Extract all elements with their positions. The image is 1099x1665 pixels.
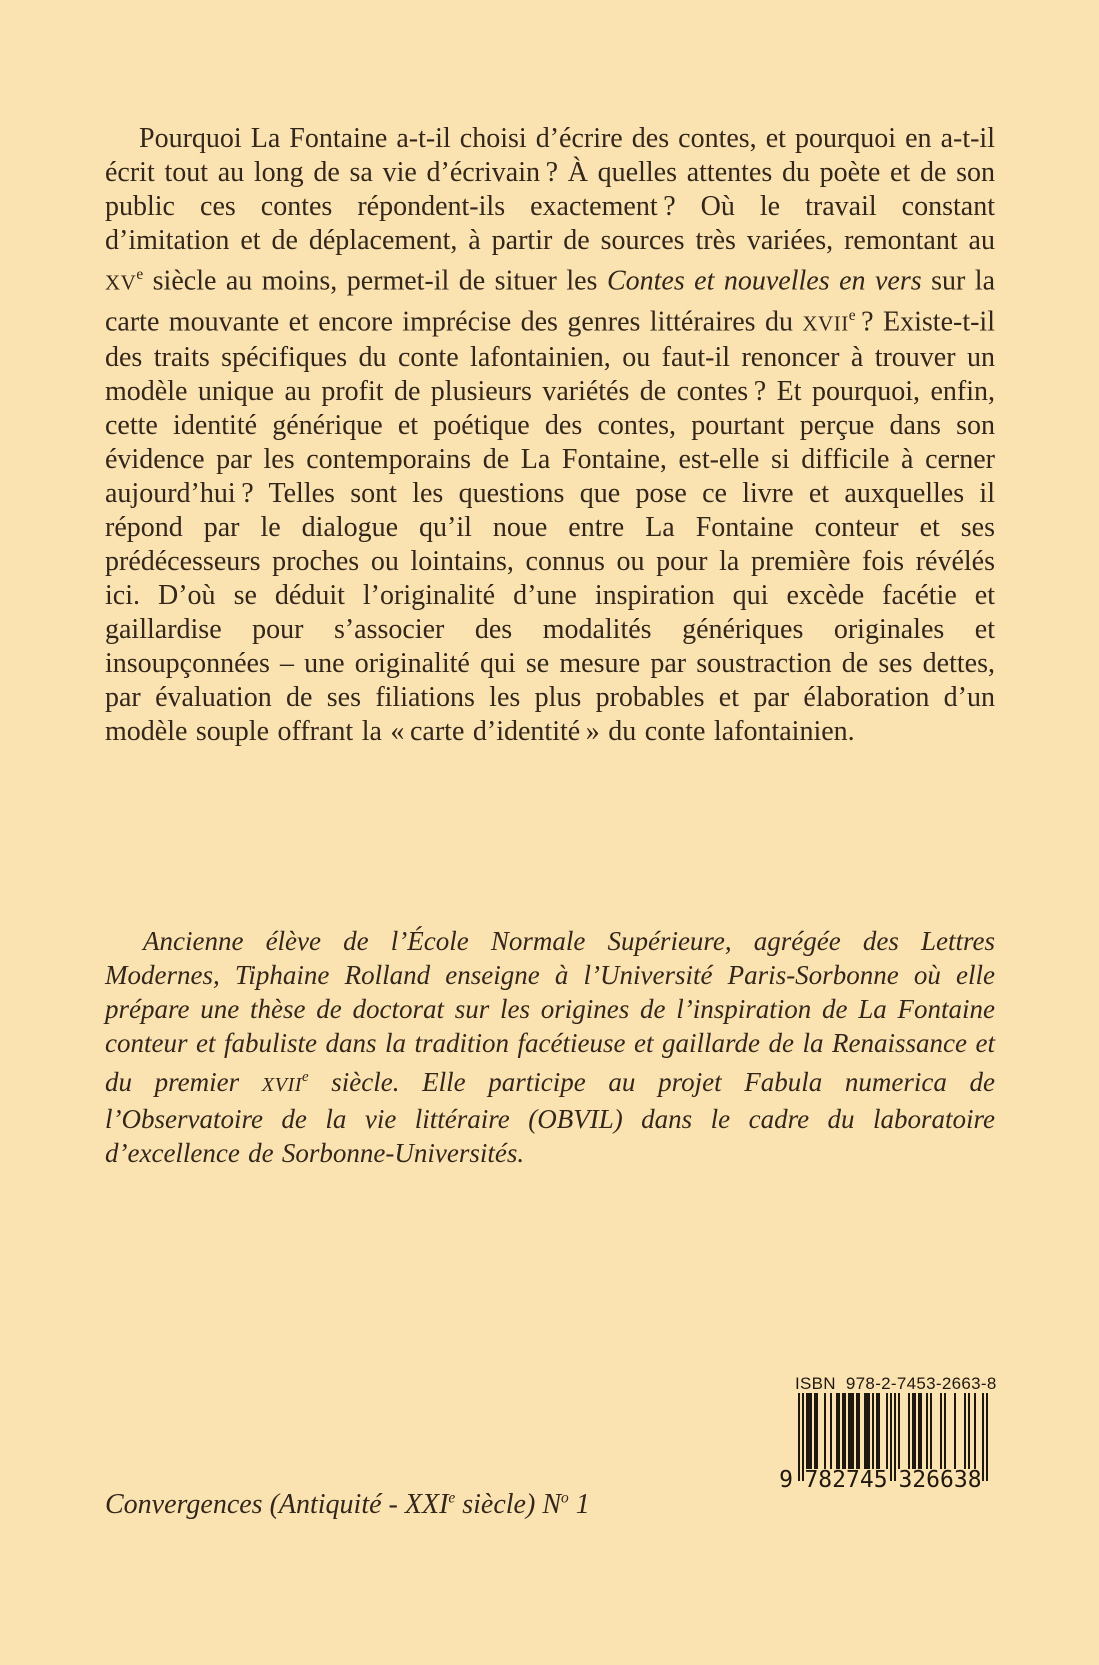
barcode-bar: [898, 1393, 900, 1469]
author-bio: [105, 924, 995, 1170]
text-segment: o: [561, 1489, 569, 1507]
text-segment: Convergences (Antiquité - XXI: [105, 1489, 449, 1520]
barcode-bar: [878, 1393, 880, 1469]
barcode-digits-left: 782745: [804, 1467, 888, 1493]
barcode-bar: [920, 1393, 922, 1469]
isbn-barcode-block: [775, 1374, 997, 1504]
barcode-bar: [830, 1393, 832, 1469]
text-segment: e: [302, 1069, 309, 1085]
barcode-bar: [968, 1393, 970, 1469]
text-segment: XVII: [261, 1074, 303, 1096]
barcode-bar: [886, 1393, 888, 1469]
text-segment: e: [448, 1489, 456, 1507]
barcode-bar: [844, 1393, 846, 1469]
text-segment: XVII: [802, 311, 849, 336]
text-segment: siècle au moins, permet-il de situer les: [143, 265, 607, 297]
barcode-bar: [964, 1393, 966, 1469]
barcode-bar: [940, 1393, 942, 1469]
barcode-bar: [816, 1393, 818, 1469]
barcode-bar: [894, 1393, 896, 1481]
text-segment: e: [136, 266, 144, 283]
barcode-digit-first: 9: [779, 1467, 793, 1493]
barcode-bar: [930, 1393, 932, 1469]
text-segment: Pourquoi La Fontaine a-t-il choisi d’écrire des contes, et pourquoi en a-t-il écrit tout au long de sa vie d’écrivain ? À quelles attentes du poète et de son public ces contes répondent-ils exactement ? Où le travail constant d’imitation et de déplacement, à partir de sources très variées, remontant au: [105, 123, 995, 256]
text-segment: e: [848, 307, 856, 325]
text-segment: XV: [105, 270, 137, 295]
barcode-digits-right: 326638: [898, 1467, 982, 1493]
barcode-bar: [868, 1393, 870, 1469]
barcode-bar: [982, 1393, 984, 1481]
barcode-bar: [954, 1393, 956, 1469]
text-segment: 1: [568, 1489, 590, 1520]
barcode-bar: [944, 1393, 946, 1469]
barcode-bar: [926, 1393, 928, 1469]
barcode-bar: [908, 1393, 910, 1469]
barcode-bar: [810, 1393, 812, 1469]
barcode-bar: [986, 1393, 988, 1481]
barcode-bar: [838, 1393, 840, 1469]
text-segment: Contes et nouvelles en vers: [606, 265, 922, 297]
text-segment: ? Existe-t-il des traits spécifiques du conte lafontainien, ou faut-il renoncer à trouver un modèle unique au profit de plusieurs variétés de contes ? Et pourquoi, enfin, cette identité générique et poétique des contes, pourtant perçue dans son évidence par les contemporains de La Fontaine, est-elle si difficile à cerner aujourd’hui ? Telles sont les questions que pose ce livre et auxquelles il répond par le dialogue qu’il noue entre La Fontaine conteur et ses prédécesseurs proches ou lointains, connus ou pour la première fois révélés ici. D’où se déduit l’originalité d’une inspiration qui excède facétie et gaillardise pour s’associer des modalités génériques originales et insoupçonnées – une originalité qui se mesure par soustraction de ses dettes, par évaluation de ses filiations les plus probables et par élaboration d’un modèle souple offrant la « carte d’identité » du conte lafontainien.: [105, 306, 995, 747]
back-cover-blurb: [105, 122, 995, 749]
barcode-bar: [824, 1393, 826, 1469]
barcode-bar: [914, 1393, 916, 1469]
barcode-bar: [852, 1393, 854, 1469]
text-segment: siècle. Elle participe au projet Fabula numerica de l’Observatoire de la vie littéraire (OBVIL) dans le cadre du laboratoire d’excellence de Sorbonne-Universités.: [105, 1067, 995, 1168]
series-label: [105, 1489, 590, 1521]
text-segment: Ancienne élève de l’École Normale Supérieure, agrégée des Lettres Modernes, Tiphaine Rolland enseigne à l’Université Paris-Sorbonne où elle prépare une thèse de doctorat sur les origines de l’inspiration de La Fontaine conteur et fabuliste dans la tradition facétieuse et gaillarde de la Renaissance et du premier: [105, 926, 995, 1097]
barcode-bar: [890, 1393, 892, 1481]
barcode-bar: [798, 1393, 800, 1481]
barcode-bar: [974, 1393, 976, 1469]
text-segment: siècle) N: [455, 1489, 561, 1520]
barcode-bar: [872, 1393, 874, 1469]
text-segment: sur la carte mouvante et encore imprécise des genres littéraires du: [105, 265, 995, 338]
isbn-label: ISBN 978-2-7453-2663-8: [795, 1374, 997, 1393]
barcode-bar: [858, 1393, 860, 1469]
